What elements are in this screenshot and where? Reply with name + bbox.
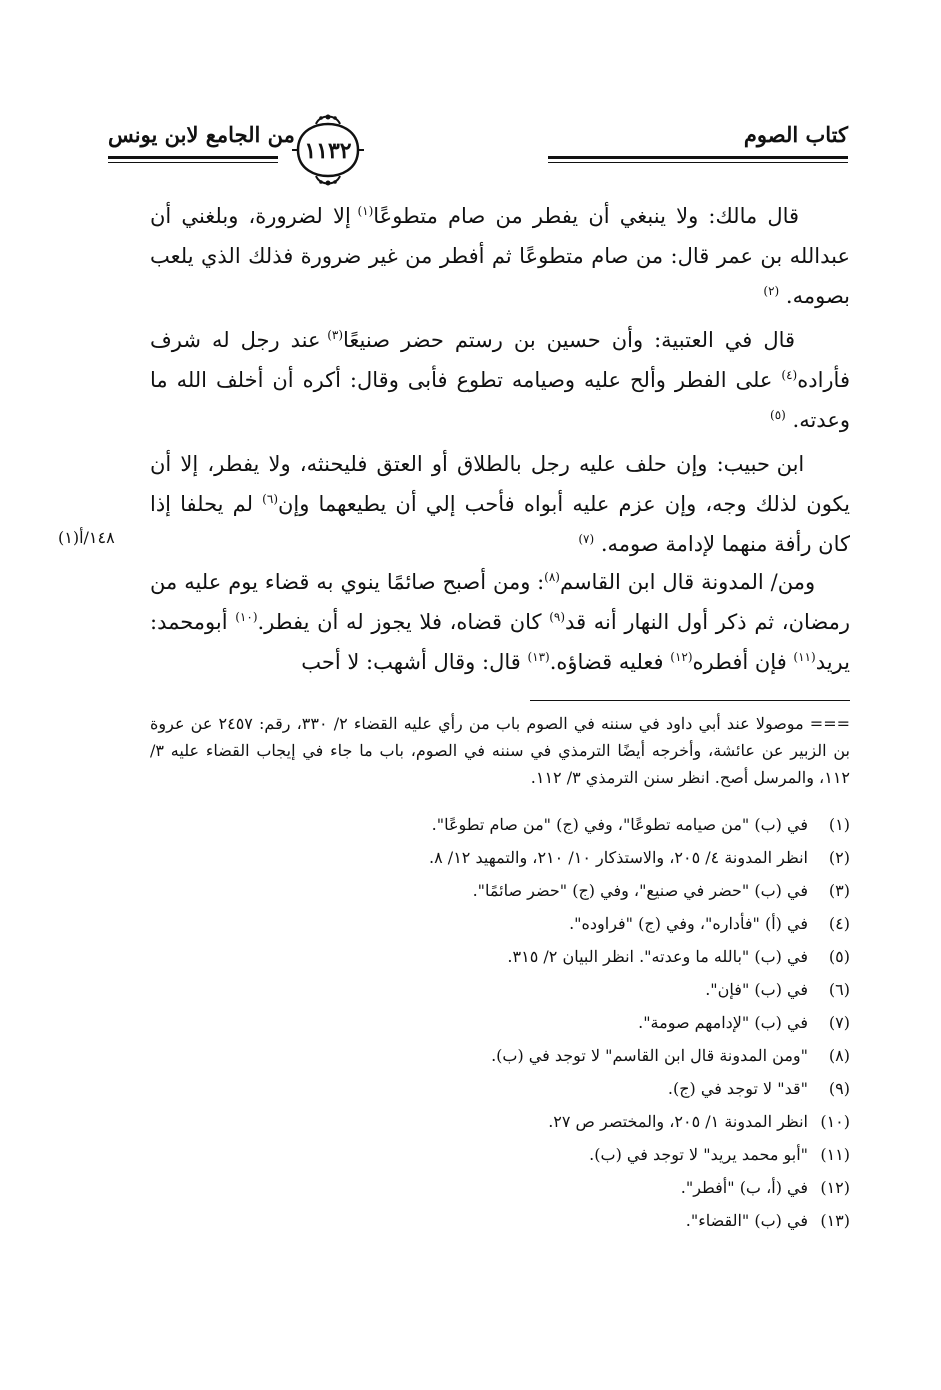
footnote-text: في (أ) "فأداره"، وفي (ج) "فراوده". [569, 914, 808, 933]
footnote-text: "ومن المدونة قال ابن القاسم" لا توجد في (ب). [491, 1046, 808, 1065]
footnote-marker: (١) [357, 204, 374, 218]
footnote-marker: (٥) [770, 408, 786, 422]
paragraph-2 [150, 320, 850, 440]
footnote-item [150, 874, 850, 907]
header-rule-right [548, 156, 848, 159]
footnote-text: انظر المدونة ٤/ ٢٠٥، والاستذكار ١٠/ ٢١٠، والتمهيد ١٢/ ٨. [429, 848, 808, 867]
paragraph-2-text: عند رجل له شرف فأراده [150, 328, 850, 392]
footnote-number: (٢) [828, 848, 850, 867]
footnote-text: في (ب) "من صيامه تطوعًا"، وفي (ج) "من صام تطوعًا". [431, 815, 808, 834]
footnote-item [150, 1171, 850, 1204]
footnote-number: (٤) [828, 914, 850, 933]
footnote-item [150, 940, 850, 973]
footnote-list [150, 808, 850, 1237]
footnote-text: انظر المدونة ١/ ٢٠٥، والمختصر ص ٢٧. [548, 1112, 808, 1131]
chapter-title: كتاب الصوم [743, 122, 848, 147]
footnote-number: (٣) [828, 881, 850, 900]
footnote-text: في (أ، ب) "أفطر". [680, 1178, 808, 1197]
paragraph-4-text: قال: وقال أشهب: لا أحب [301, 650, 528, 674]
footnote-item [150, 1138, 850, 1171]
paragraph-2-text: قال في العتبية: وأن حسين بن رستم حضر صنيعًا [343, 328, 796, 352]
footnote-text: في (ب) "بالله ما وعدته". انظر البيان ٢/ ٣١٥. [507, 947, 808, 966]
footnote-item [150, 1105, 850, 1138]
header-rule-left [108, 156, 278, 159]
paragraph-2-text: على الفطر وألح عليه وصيامه تطوع فأبى وقال: أكره أن أخلف الله ما وعدته. [150, 368, 850, 432]
paragraph-4-text: كان قضاه، فلا يجوز له أن يفطر. [257, 610, 550, 634]
paragraph-3-text: ابن حبيب: وإن حلف عليه رجل بالطلاق أو العتق فليحنثه، ولا يفطر، إلا أن يكون لذلك وجه، وإن عزم عليه أبواه فأحب إلي أن يطيعهما وإن [150, 452, 850, 516]
footnote-continuation: === موصولا عند أبي داود في سننه في الصوم باب من رأي عليه القضاء ٢/ ٣٣٠، رقم: ٢٤٥٧ عن عروة بن الزبير عن عائشة، وأخرجه أيضًا الترمذي في سننه في الصوم، باب ما جاء في إيجاب القضاء عليه ٣/ ١١٢، والمرسل أصح. انظر سنن الترمذي ٣/ ١١٢. [150, 714, 851, 787]
paragraph-1 [150, 196, 850, 316]
footnote-text: في (ب) "فإن". [705, 980, 808, 999]
footnote-number: (٧) [828, 1013, 850, 1032]
footnote-item [150, 808, 850, 841]
footnote-item [150, 1204, 850, 1237]
footnote-marker: (١٢) [670, 650, 693, 664]
header-rule-left-thin [108, 162, 278, 163]
footnote-number: (٦) [828, 980, 850, 999]
footnote-number: (١٢) [820, 1178, 850, 1197]
paragraph-4-text: فإن أفطره [692, 650, 794, 674]
margin-folio-note: ١٤٨/أ(١) [58, 528, 115, 547]
footnote-item [150, 1006, 850, 1039]
footnote-item [150, 841, 850, 874]
footnote-item [150, 973, 850, 1006]
paragraph-1-text: قال مالك: ولا ينبغي أن يفطر من صام متطوعًا [373, 204, 800, 228]
paragraph-3 [150, 444, 850, 564]
footnote-number: (١) [828, 815, 850, 834]
footnote-number: (١٣) [820, 1211, 850, 1230]
footnote-marker: (٣) [327, 328, 344, 342]
paragraph-1-text: إلا لضرورة، وبلغني أن عبدالله بن عمر قال: من صام متطوعًا ثم أفطر من غير ضرورة فذلك الذي يلعب بصومه. [150, 204, 850, 308]
footnote-text: في (ب) "القضاء". [685, 1211, 808, 1230]
footnote-marker: (١١) [793, 650, 816, 664]
footnote-marker: (٩) [549, 610, 566, 624]
paragraph-4 [150, 562, 850, 682]
paragraph-3-text: لم يحلفا إذا كان رأفة منهما لإدامة صومه. [150, 492, 850, 556]
footnote-marker: (٢) [763, 284, 780, 298]
header-rule-right-thin [548, 162, 848, 163]
footnote-text: "أبو محمد يريد" لا توجد في (ب). [589, 1145, 808, 1164]
footnote-marker: (٦) [262, 492, 278, 506]
paragraph-4-text: : ومن أصبح صائمًا ينوي به قضاء يوم عليه من رمضان، ثم ذكر أول النهار أنه قد [150, 570, 850, 634]
page-number: ١١٣٢ [304, 138, 352, 164]
footnote-number: (٩) [828, 1079, 850, 1098]
footnote-divider [530, 700, 850, 701]
footnote-text: "قد" لا توجد في (ج). [667, 1079, 808, 1098]
paragraph-4-text: فعليه قضاؤه. [549, 650, 671, 674]
footnote-marker: (٧) [578, 532, 595, 546]
footnote-marker: (١٣) [527, 650, 550, 664]
footnote-marker: (٨) [544, 570, 560, 584]
footnote-item [150, 1039, 850, 1072]
footnote-item [150, 907, 850, 940]
page-header [108, 112, 848, 192]
footnote-marker: (٤) [781, 368, 798, 382]
footnote-number: (٥) [828, 947, 850, 966]
footnote-text: في (ب) "حضر في صنيع"، وفي (ج) "حضر صائمًا". [472, 881, 808, 900]
footnote-number: (١١) [820, 1145, 850, 1164]
footnote-marker: (١٠) [235, 610, 258, 624]
footnote-item [150, 1072, 850, 1105]
book-title: من الجامع لابن يونس [108, 122, 295, 147]
paragraph-4-text: ومن/ المدونة قال ابن القاسم [559, 570, 816, 594]
footnote-text: في (ب) "لإدامهم صومة". [638, 1013, 808, 1032]
footnote-number: (١٠) [820, 1112, 850, 1131]
paragraph-4-text: أبومحمد: يريد [150, 610, 850, 674]
footnote-number: (٨) [828, 1046, 850, 1065]
